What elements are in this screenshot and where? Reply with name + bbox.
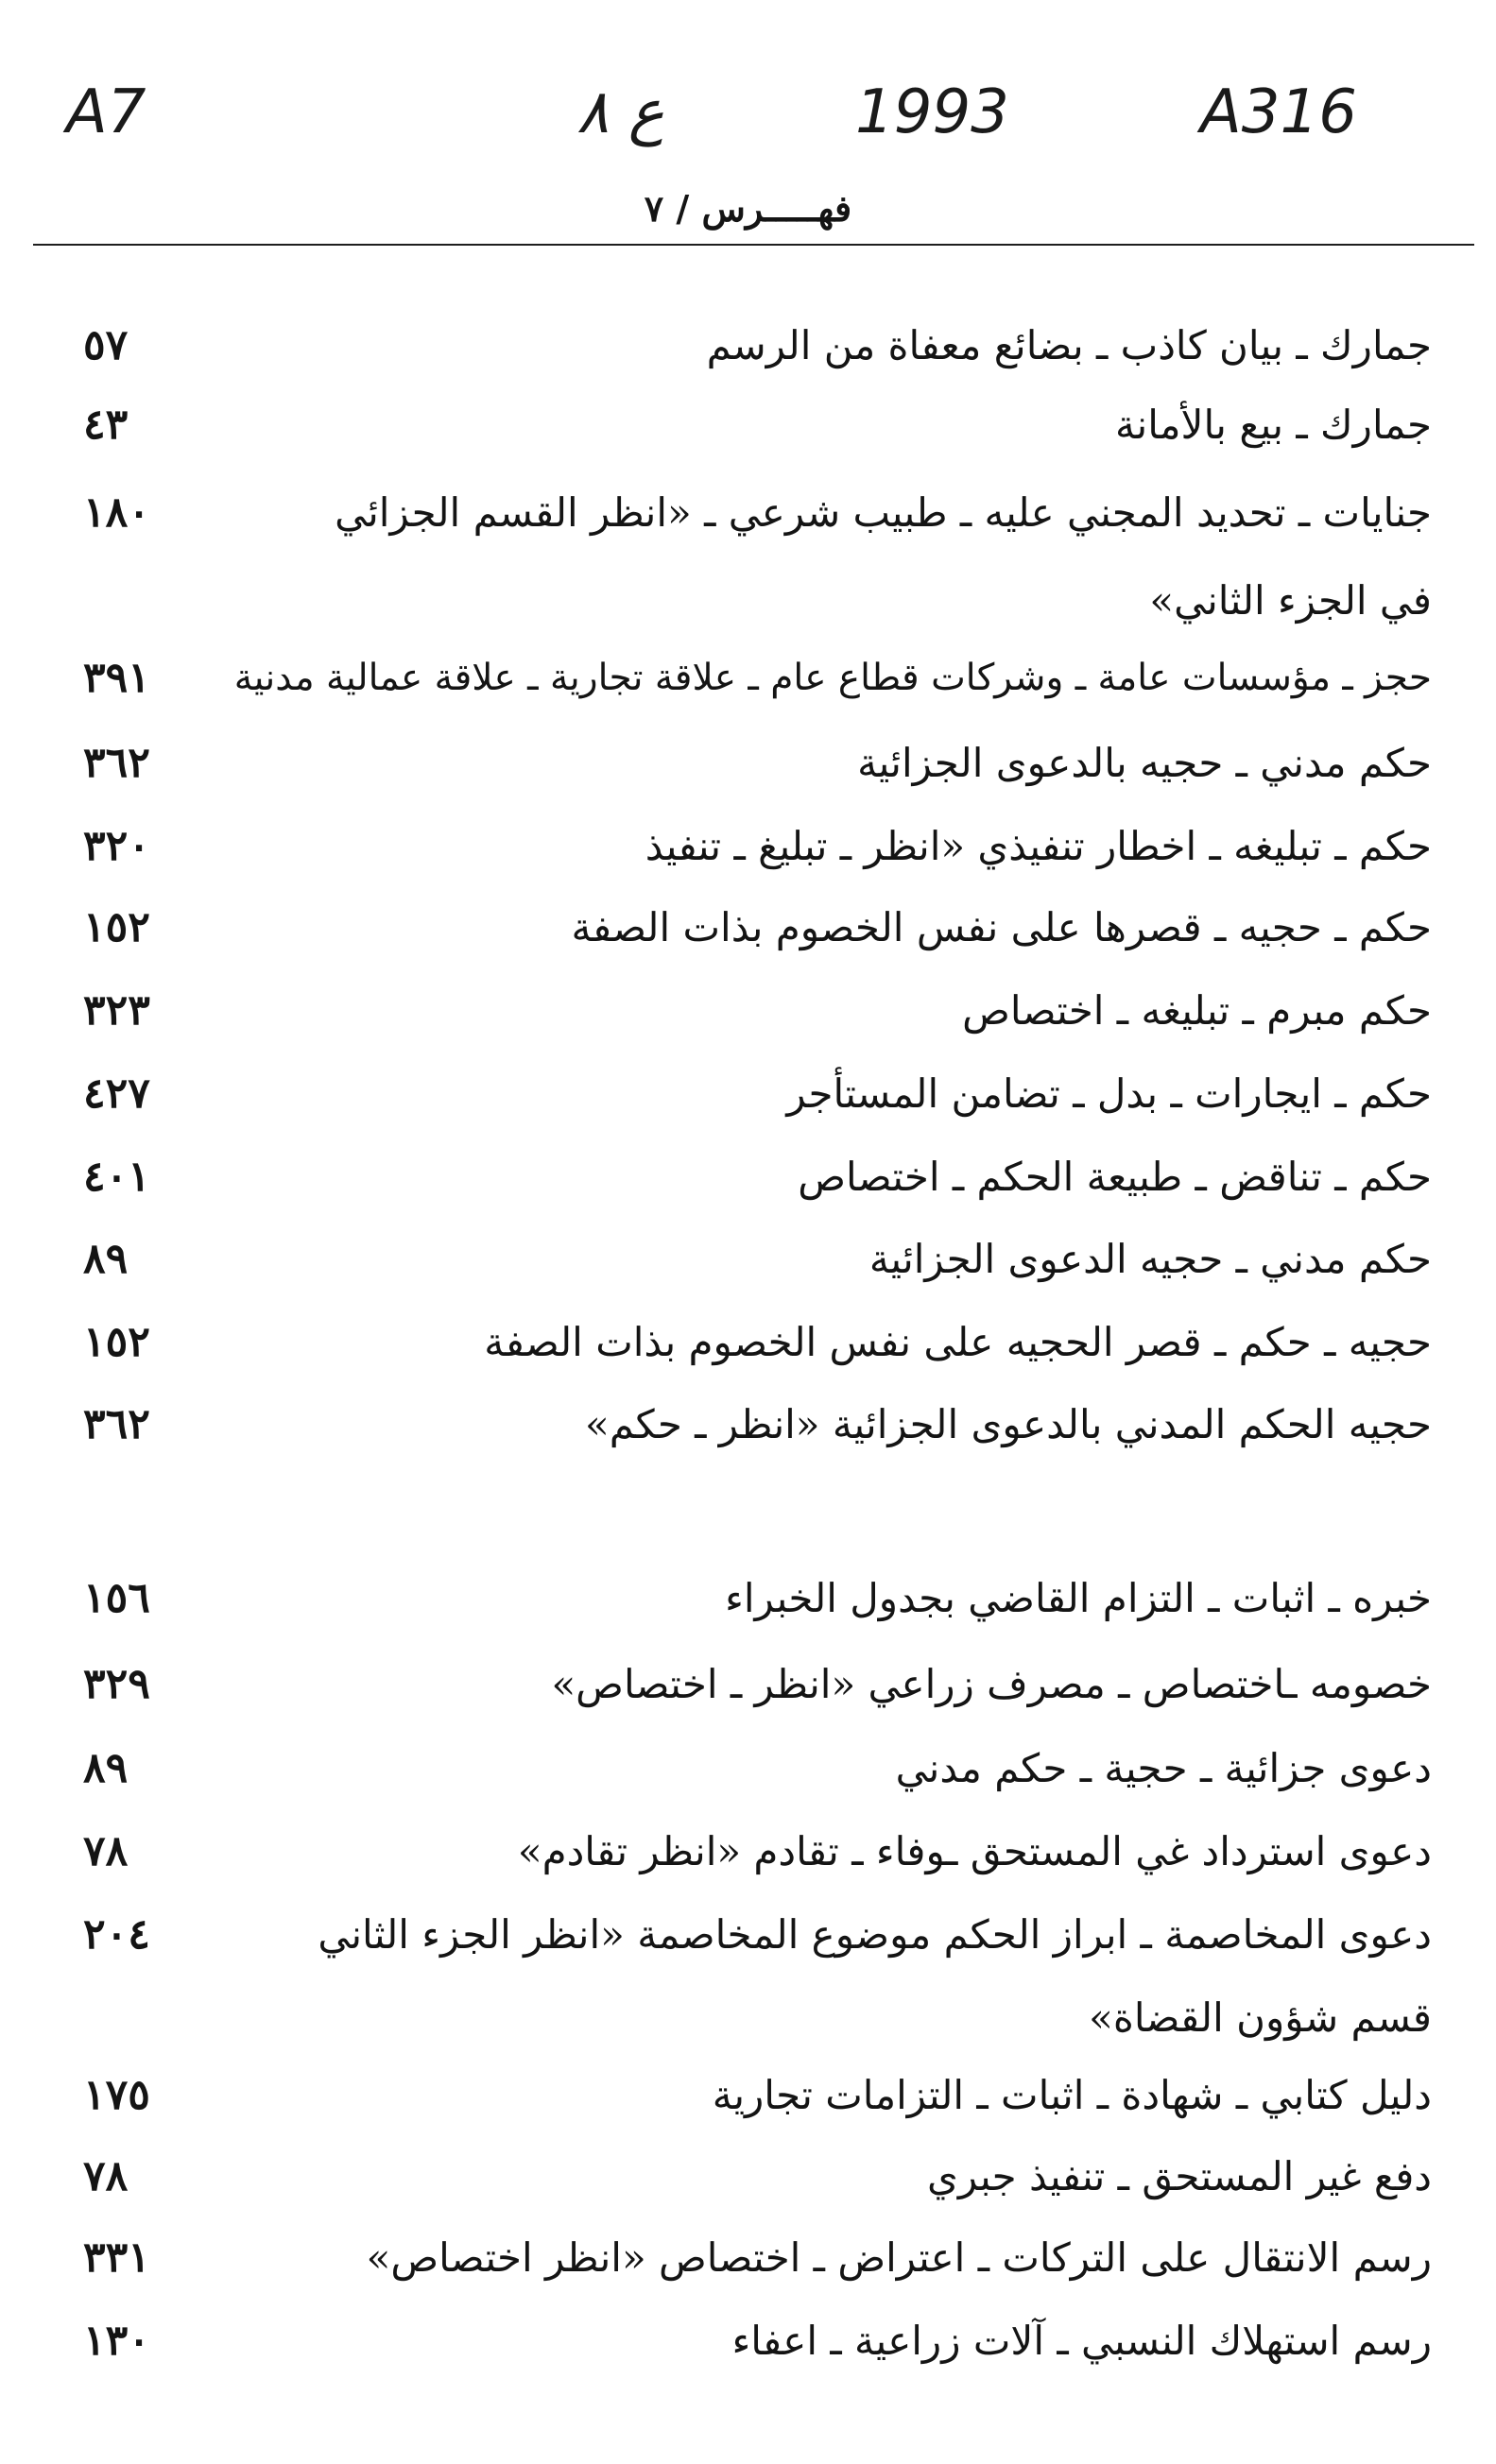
entry-text: دليل كتابي ـ شهادة ـ اثبات ـ التزامات تجارية [712,2072,1432,2118]
entry-text: حكم ـ ايجارات ـ بدل ـ تضامن المستأجر [786,1070,1432,1117]
index-entry [0,2139,1496,2218]
entry-text: خبره ـ اثبات ـ التزام القاضي بجدول الخبراء [725,1575,1432,1621]
index-entry [0,1139,1496,1219]
entry-text: دفع غير المستحق ـ تنفيذ جبري [926,2153,1432,2199]
entry-page: ١٥٢ [83,1318,150,1366]
entry-page: ٨٩ [83,1744,129,1792]
entry-page: ١٨٠ [83,488,150,537]
index-entry [0,1561,1496,1640]
index-entry [0,726,1496,805]
index-entry [0,1897,1496,1976]
index-entry [0,1305,1496,1384]
entry-page: ٣٣١ [83,2233,150,2282]
entry-page: ١٥٦ [83,1574,150,1622]
index-entry [0,2220,1496,2300]
entry-text: حكم ـ تبليغه ـ اخطار تنفيذي «انظر ـ تبليغ ـ تنفيذ [645,823,1432,869]
entry-text: دعوى المخاصمة ـ ابراز الحكم موضوع المخاصمة «انظر الجزء الثاني [318,1911,1432,1958]
page-title: فهـــــرس / ٧ [644,187,852,230]
entry-page: ٤٢٧ [83,1069,150,1118]
entry-text: حكم ـ حجيه ـ قصرها على نفس الخصوم بذات الصفة [571,904,1432,950]
entry-page: ٣٦٢ [83,739,150,787]
entry-page: ١٧٥ [83,2071,150,2119]
index-entry [0,809,1496,888]
handwritten-code-right: A316 [1200,77,1357,147]
entry-page: ٧٨ [83,2152,129,2200]
index-entry [0,308,1496,387]
entry-text: قسم شؤون القضاة» [1089,1994,1432,2041]
entry-text: رسم الانتقال على التركات ـ اعتراض ـ اختصاص «انظر اختصاص» [366,2234,1432,2281]
entry-text: خصومه ـاختصاص ـ مصرف زراعي «انظر ـ اختصاص» [551,1661,1432,1707]
entry-page: ٣٢٣ [83,986,150,1035]
index-entry [0,890,1496,969]
entry-text: حكم مدني ـ حجيه الدعوى الجزائية [868,1236,1432,1282]
entry-page: ١٣٠ [83,2317,150,2365]
index-entry-continuation [0,1980,1496,2060]
entry-page: ٣٩١ [83,654,150,702]
entry-page: ٥٧ [83,321,129,369]
index-entry [0,475,1496,555]
index-entry [0,1814,1496,1893]
index-entry [0,1387,1496,1466]
entry-text: في الجزء الثاني» [1149,577,1432,624]
index-entry [0,973,1496,1052]
entry-page: ٧٨ [83,1827,129,1875]
entry-text: حجيه ـ حكم ـ قصر الحجيه على نفس الخصوم بذات الصفة [484,1319,1432,1365]
entry-text: جمارك ـ بيان كاذب ـ بضائع معفاة من الرسم [706,322,1432,368]
entry-text: حجيه الحكم المدني بالدعوى الجزائية «انظر ـ حكم» [585,1401,1432,1447]
entry-text: حكم مبرم ـ تبليغه ـ اختصاص [962,987,1432,1034]
entry-page: ١٥٢ [83,903,150,951]
header-rule [33,244,1474,246]
handwritten-year: 1993 [855,77,1009,147]
index-entry [0,1647,1496,1726]
entry-page: ٣٢٠ [83,822,150,870]
entry-page: ٤٠١ [83,1153,150,1201]
index-entry [0,641,1496,720]
entry-text: حكم ـ تناقض ـ طبيعة الحكم ـ اختصاص [798,1154,1432,1200]
index-entry [0,1222,1496,1301]
entry-text: حجز ـ مؤسسات عامة ـ وشركات قطاع عام ـ علاقة تجارية ـ علاقة عمالية مدنية [233,657,1432,699]
index-entry-continuation [0,563,1496,642]
entry-text: جنايات ـ تحديد المجني عليه ـ طبيب شرعي ـ «انظر القسم الجزائي [335,489,1432,536]
entry-page: ٨٩ [83,1235,129,1283]
index-entry [0,1731,1496,1810]
entry-text: دعوى استرداد غي المستحق ـوفاء ـ تقادم «انظر تقادم» [517,1828,1432,1874]
index-entry [0,387,1496,467]
index-entry [0,1056,1496,1136]
handwritten-code-left: A7 [66,77,146,147]
entry-text: حكم مدني ـ حجيه بالدعوى الجزائية [857,740,1432,786]
entry-text: جمارك ـ بيع بالأمانة [1115,402,1432,448]
entry-text: دعوى جزائية ـ حجية ـ حكم مدني [895,1745,1432,1791]
index-entry [0,2058,1496,2137]
handwritten-code-mid: ع ٨ [576,77,664,147]
index-entry [0,2303,1496,2383]
entry-page: ٣٦٢ [83,1400,150,1448]
entry-page: ٤٣ [83,401,129,449]
entry-page: ٣٢٩ [83,1660,150,1708]
entry-text: رسم استهلاك النسبي ـ آلات زراعية ـ اعفاء [731,2318,1432,2364]
entry-page: ٢٠٤ [83,1910,150,1959]
